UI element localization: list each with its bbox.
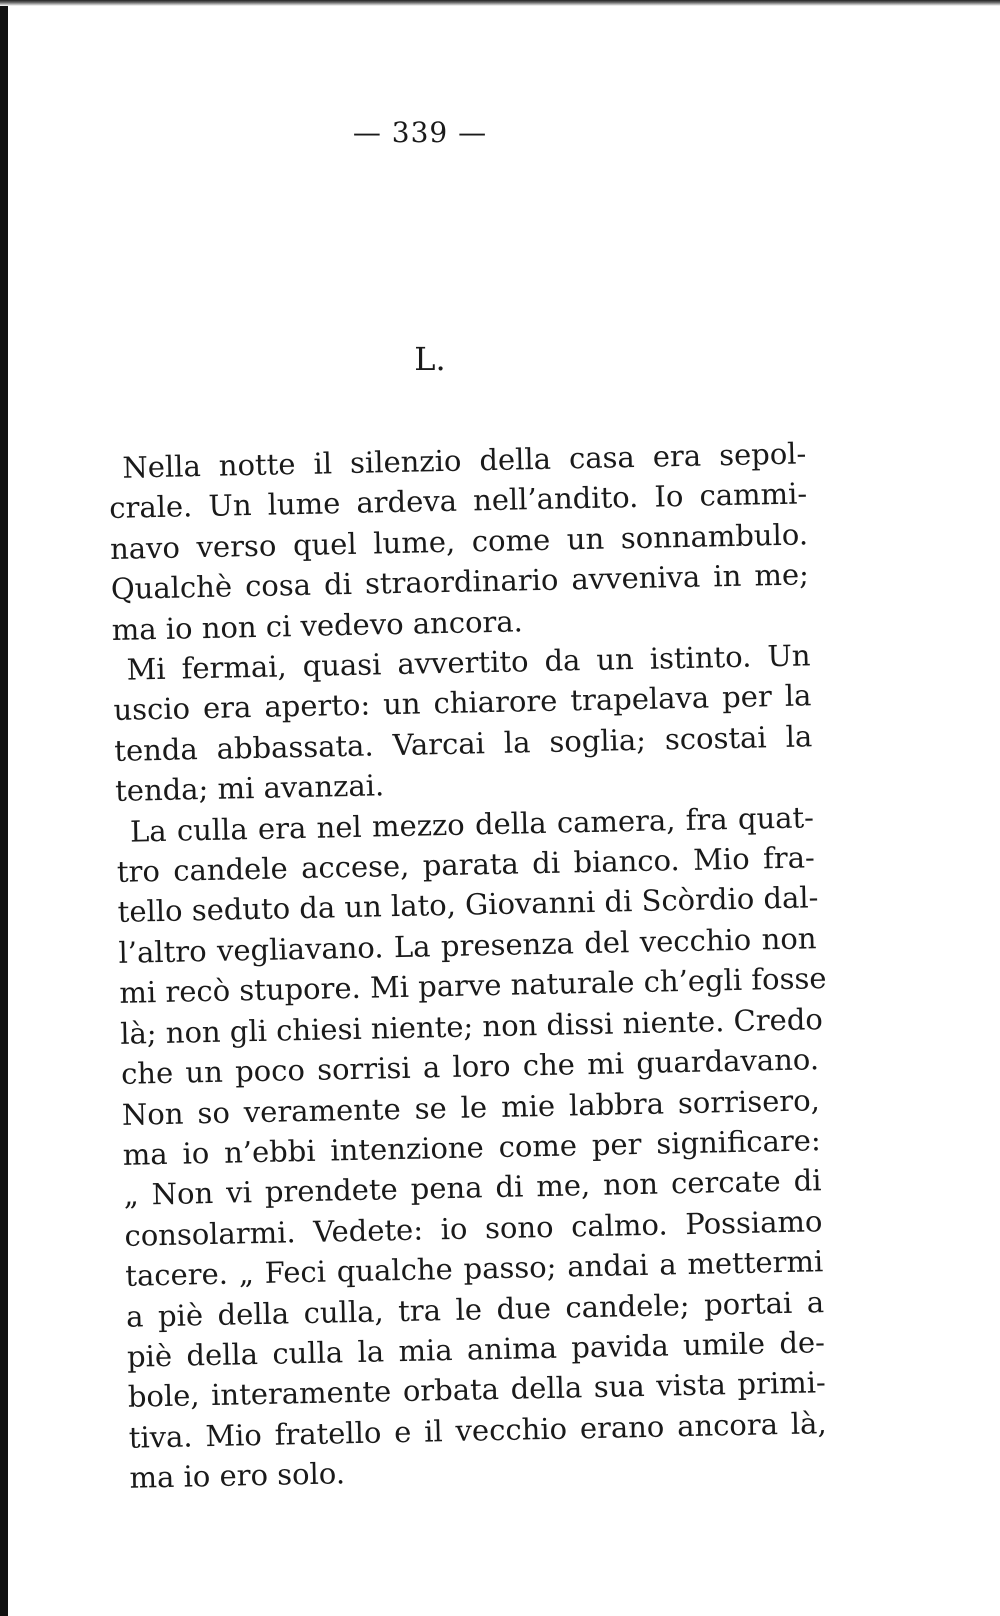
text-line: La culla era nel mezzo della camera, fra quat- [129,799,815,849]
text-line: Qualchè cosa di straordinario avveniva in me; [110,557,810,607]
text-line: tro candele accese, parata di bianco. Mio fra- [116,840,816,889]
text-line: l’altro vegliavano. La presenza del vecchio non [118,921,817,970]
text-line: tello seduto da un lato, Giovanni di Scòrdio dal- [117,880,819,930]
page-number: — 339 — [352,116,488,149]
chapter-heading: L. [414,340,446,378]
paragraph [112,635,813,811]
text-line: „ Non vi prendete pena di me, non cercate di [123,1163,822,1213]
text-line: crale. Un lume ardeva nell’andito. Io cammi- [108,476,808,526]
text-line: Mi fermai, quasi avvertito da un istinto. Un [126,638,811,687]
text-line: mi recò stupore. Mi parve naturale ch’egli fosse [119,961,827,1011]
text-line: navo verso quel lume, come un sonnambulo. [109,517,809,566]
text-line: bole, interamente orbata della sua vista primi- [127,1365,827,1415]
text-line: tenda abbassata. Varcai la soglia; scostai la [113,719,813,768]
text-line: ma io non ci vedevo ancora. [111,603,524,647]
page-top-edge [0,0,1000,6]
text-line: là; non gli chiesi niente; non dissi niente. Credo [119,1001,824,1051]
paragraph [108,433,810,650]
text-line: piè della culla la mia anima pavida umile de- [126,1325,826,1374]
body-text [108,433,828,1498]
paragraph [116,797,828,1498]
text-line: Nella notte il silenzio della casa era sepol- [122,436,807,485]
text-line: ma io ero solo. [129,1456,346,1495]
text-line: Non so veramente se le mie labbra sorrisero, [121,1082,821,1132]
text-line: ma io n’ebbi intenzione come per significare: [122,1123,822,1172]
text-line: che un poco sorrisi a loro che mi guardavano. [120,1042,820,1091]
text-line: consolarmi. Vedete: io sono calmo. Possiamo [124,1203,823,1253]
text-line: tenda; mi avanzai. [114,768,385,809]
text-line: tiva. Mio fratello e il vecchio erano ancora là, [128,1405,827,1455]
text-line: tacere. „ Feci qualche passo; andai a mettermi [124,1244,824,1293]
text-line: uscio era aperto: un chiarore trapelava per la [113,678,812,728]
text-line: a piè della culla, tra le due candele; portai a [125,1284,825,1334]
page-binding-edge [0,0,8,1616]
